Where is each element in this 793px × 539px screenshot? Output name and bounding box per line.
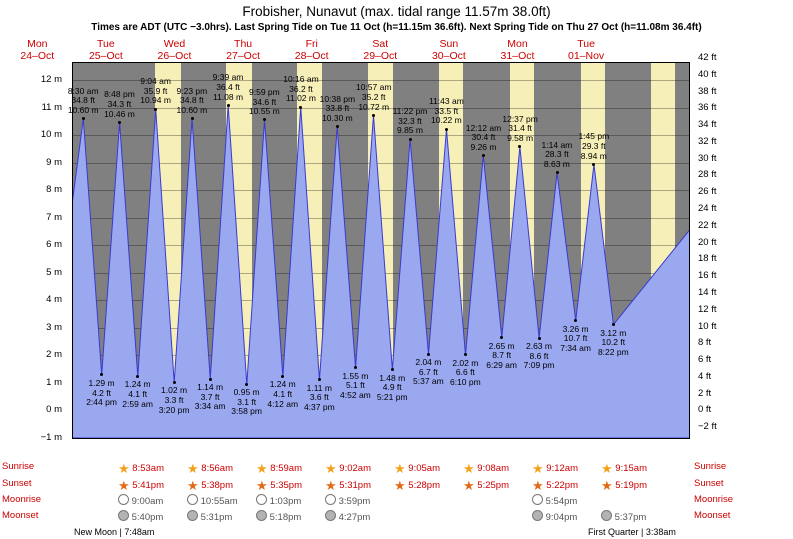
tide-plot: [67, 62, 690, 439]
tide-label-line: 7:09 pm: [523, 360, 555, 371]
tide-label-line: 8:48 pm: [104, 89, 135, 100]
tide-label-line: 11:22 pm: [392, 106, 428, 117]
gridline--1m: [73, 438, 689, 439]
tide-label-high-12: [283, 75, 318, 104]
right-tick-4ft: 4 ft: [698, 370, 712, 382]
astro-row-moonrise: [0, 494, 793, 510]
tide-label-high-0: [68, 87, 99, 116]
right-tick-34ft: 34 ft: [698, 119, 717, 131]
tide-point-marker: [372, 114, 375, 117]
sun-star-icon: ★: [463, 478, 475, 493]
tide-label-line: 2.63 m: [525, 341, 552, 352]
astro-cell-moonrise-2: [256, 494, 301, 507]
astro-cell-moonrise-6: [532, 494, 577, 507]
astro-time: 8:59am: [267, 463, 302, 474]
sun-star-icon: ★: [187, 461, 199, 476]
tide-point-marker: [227, 104, 230, 107]
astro-row-label-left-moonset: Moonset: [2, 510, 39, 521]
right-tick-16ft: 16 ft: [698, 270, 717, 282]
tide-label-high-4: [140, 77, 171, 106]
tide-point-marker: [538, 337, 541, 340]
tide-label-line: 4:37 pm: [303, 402, 335, 413]
astro-time: 8:53am: [129, 463, 164, 474]
astro-cell-moonset-3: [325, 510, 370, 523]
tide-label-high-14: [320, 95, 355, 124]
day-of-week: Wed: [163, 38, 186, 50]
tide-label-line: 12:37 pm: [502, 113, 538, 124]
tide-label-line: 1.11 m: [306, 382, 332, 393]
astro-cell-sunset-1: [187, 478, 233, 494]
right-tick-14ft: 14 ft: [698, 286, 717, 298]
tide-label-high-10: [249, 88, 280, 117]
astro-cell-moonrise-1: [187, 494, 238, 507]
moon-circle-icon: [187, 510, 198, 521]
astro-row-label-right-sunset: Sunset: [694, 478, 724, 489]
tide-label-line: 2.02 m: [452, 357, 479, 368]
tide-label-line: 3.1 ft: [237, 396, 257, 407]
tide-label-line: 34.3 ft: [107, 99, 132, 110]
astro-cell-sunset-7: [601, 478, 647, 494]
tide-label-high-6: [177, 87, 208, 116]
astro-cell-sunset-3: [325, 478, 371, 494]
sun-star-icon: ★: [463, 461, 475, 476]
astro-time: 5:19pm: [612, 480, 647, 491]
right-tick-10ft: 10 ft: [698, 320, 717, 332]
astro-cell-sunrise-5: [463, 461, 509, 477]
astro-cell-sunrise-3: [325, 461, 371, 477]
left-tick-3: 3 m: [46, 321, 62, 333]
astro-row-label-right-sunrise: Sunrise: [694, 461, 727, 472]
tide-label-low-15: [340, 372, 371, 401]
sun-star-icon: ★: [532, 478, 544, 493]
tide-label-line: 0.95 m: [233, 387, 260, 398]
sun-star-icon: ★: [601, 461, 613, 476]
astro-cell-sunset-6: [532, 478, 578, 494]
tide-label-line: 11:43 am: [428, 96, 464, 107]
tide-label-line: 28.3 ft: [545, 149, 569, 160]
astro-cell-moonset-6: [532, 510, 577, 523]
tide-label-line: 12:12 am: [465, 122, 502, 133]
right-tick-38ft: 38 ft: [698, 85, 717, 97]
tide-label-line: 9.85 m: [396, 125, 423, 136]
tide-label-high-24: [502, 115, 537, 144]
astro-time: 5:22pm: [543, 480, 578, 491]
astro-time: 9:05am: [405, 463, 440, 474]
tide-label-line: 4.1 ft: [273, 388, 293, 399]
day-of-week: Sat: [372, 38, 389, 50]
day-of-week: Tue: [97, 38, 115, 50]
sun-star-icon: ★: [601, 478, 613, 493]
sun-star-icon: ★: [256, 461, 268, 476]
astro-time: 9:12am: [543, 463, 578, 474]
tide-label-line: 1:45 pm: [578, 131, 610, 142]
astro-time: 10:55am: [198, 496, 238, 507]
tide-label-line: 3.26 m: [562, 323, 589, 334]
sun-star-icon: ★: [394, 478, 406, 493]
tide-label-line: 33.8 ft: [325, 103, 350, 114]
tide-label-line: 7:34 am: [560, 342, 591, 353]
tide-label-low-11: [267, 380, 298, 409]
tide-label-line: 34.8 ft: [71, 95, 95, 106]
astro-cell-sunrise-4: [394, 461, 440, 477]
astro-cell-moonset-1: [187, 510, 232, 523]
tide-label-line: 4:52 am: [340, 389, 371, 400]
right-axis-feet: [692, 52, 762, 441]
page-subtitle: Times are ADT (UTC −3.0hrs). Last Spring Tide on Tue 11 Oct (h=11.15m 36.6ft). Next Spring Tide on Thu 27 Oct (h=11.08m 36.4ft): [91, 22, 702, 33]
tide-label-line: 34.6 ft: [252, 96, 277, 107]
right-tick-42ft: 42 ft: [698, 52, 717, 63]
left-axis-metres: [0, 62, 68, 441]
astro-cell-sunset-2: [256, 478, 302, 494]
astro-time: 5:41pm: [129, 480, 164, 491]
tide-label-line: 1.02 m: [161, 385, 188, 396]
tide-label-line: 29.3 ft: [581, 140, 606, 151]
moon-circle-icon: [118, 510, 129, 521]
tide-label-line: 10.94 m: [140, 95, 171, 106]
tide-label-line: 3:20 pm: [158, 404, 190, 415]
astro-time: 9:15am: [612, 463, 647, 474]
tide-label-line: 9:04 am: [140, 76, 171, 87]
sun-star-icon: ★: [325, 478, 337, 493]
day-header-1: [72, 38, 141, 62]
tide-point-marker: [191, 117, 194, 120]
tide-label-high-2: [104, 90, 135, 119]
day-date: 01–Nov: [567, 50, 605, 62]
astro-row-label-left-sunset: Sunset: [2, 478, 32, 489]
astro-time: 9:02am: [336, 463, 371, 474]
day-date: 24–Oct: [20, 50, 55, 62]
astro-row-label-right-moonset: Moonset: [694, 510, 731, 521]
right-tick-20ft: 20 ft: [698, 236, 717, 248]
astro-time: 5:40pm: [129, 512, 164, 523]
tide-label-line: 1.24 m: [269, 379, 296, 390]
tide-label-line: 9.58 m: [507, 132, 534, 143]
tide-point-marker: [209, 378, 212, 381]
astro-cell-moonrise-0: [118, 494, 163, 507]
astro-cell-moonset-7: [601, 510, 646, 523]
tide-label-line: 3:34 am: [194, 401, 226, 412]
day-header-7: [483, 38, 552, 62]
sun-star-icon: ★: [325, 461, 337, 476]
sun-star-icon: ★: [118, 461, 130, 476]
right-tick-36ft: 36 ft: [698, 102, 717, 114]
tide-label-high-28: [578, 132, 609, 161]
astro-time: 4:27pm: [336, 512, 371, 523]
tide-label-line: 2.65 m: [488, 340, 515, 351]
day-header-2: [140, 38, 209, 62]
tide-point-marker: [154, 108, 157, 111]
tide-label-high-8: [213, 73, 244, 102]
tide-label-line: 5.1 ft: [345, 380, 365, 391]
tide-label-line: 32.3 ft: [398, 115, 422, 126]
sun-star-icon: ★: [532, 461, 544, 476]
tide-label-line: 1.29 m: [88, 377, 115, 388]
tide-label-line: 4.9 ft: [382, 382, 402, 393]
tide-label-low-13: [304, 384, 335, 413]
astro-time: 5:31pm: [198, 512, 233, 523]
tide-label-line: 1.48 m: [379, 372, 406, 383]
tide-point-marker: [299, 106, 302, 109]
tide-label-line: 1.14 m: [197, 382, 224, 393]
tide-label-line: 4.2 ft: [92, 387, 111, 398]
astro-time: 5:35pm: [267, 480, 302, 491]
astro-time: 9:04pm: [543, 512, 578, 523]
tide-label-low-27: [560, 325, 591, 354]
astro-cell-sunrise-2: [256, 461, 302, 477]
moon-circle-icon: [187, 494, 198, 505]
sun-star-icon: ★: [118, 478, 130, 493]
left-tick-1: 1 m: [46, 376, 62, 388]
tide-point-marker: [409, 138, 412, 141]
tide-label-line: 9:59 pm: [249, 86, 280, 97]
tide-label-high-22: [466, 124, 501, 153]
tide-point-marker: [427, 353, 430, 356]
tide-label-low-19: [413, 358, 444, 387]
tide-label-line: 3:58 pm: [231, 406, 262, 417]
right-tick-40ft: 40 ft: [698, 68, 717, 80]
tide-label-line: 6:10 pm: [449, 377, 481, 388]
tide-label-line: 10.30 m: [322, 113, 353, 124]
tide-point-marker: [482, 154, 485, 157]
tide-label-line: 9:39 am: [212, 72, 244, 83]
tide-label-line: 10.22 m: [431, 115, 462, 126]
tide-point-marker: [445, 128, 448, 131]
tide-point-marker: [612, 323, 615, 326]
tide-point-marker: [173, 381, 176, 384]
tide-label-line: 4.1 ft: [128, 388, 148, 399]
right-tick-28ft: 28 ft: [698, 169, 717, 181]
astro-cell-sunrise-6: [532, 461, 578, 477]
left-tick-7: 7 m: [46, 211, 62, 223]
day-of-week: Tue: [577, 38, 595, 50]
astro-time: 5:25pm: [474, 480, 509, 491]
astro-cell-sunset-4: [394, 478, 440, 494]
right-tick-26ft: 26 ft: [698, 186, 717, 198]
tide-label-low-1: [86, 379, 117, 408]
tide-label-line: 3.7 ft: [200, 391, 220, 402]
tide-label-line: 10.46 m: [104, 108, 135, 119]
astro-cell-moonrise-3: [325, 494, 370, 507]
day-date: 26–Oct: [157, 50, 192, 62]
sun-star-icon: ★: [394, 461, 406, 476]
astro-time: 5:37pm: [612, 512, 647, 523]
tide-label-line: 30.4 ft: [471, 132, 496, 143]
day-date: 28–Oct: [294, 50, 329, 62]
tide-label-low-25: [524, 342, 555, 371]
right-tick-8ft: 8 ft: [698, 337, 712, 349]
left-tick-2: 2 m: [46, 349, 62, 361]
left-tick-4: 4 m: [46, 294, 62, 306]
tide-label-high-20: [429, 97, 464, 126]
tide-label-line: 4:12 am: [267, 398, 299, 409]
astro-time: 9:00am: [129, 496, 164, 507]
tide-label-line: 11.02 m: [285, 93, 316, 104]
right-tick-30ft: 30 ft: [698, 152, 717, 164]
moon-circle-icon: [532, 510, 543, 521]
sun-star-icon: ★: [187, 478, 199, 493]
tide-label-line: 10:38 pm: [319, 93, 356, 104]
day-header-4: [277, 38, 346, 62]
left-tick-0: 0 m: [46, 404, 62, 416]
left-tick-8: 8 m: [46, 184, 62, 196]
tide-label-line: 3.12 m: [600, 327, 627, 338]
tide-label-line: 8.94 m: [580, 150, 607, 161]
tide-label-line: 9:23 pm: [176, 85, 208, 96]
tide-label-line: 3.3 ft: [164, 394, 184, 405]
tide-label-line: 10.72 m: [358, 101, 390, 112]
astro-cell-sunrise-1: [187, 461, 233, 477]
tide-label-high-18: [393, 107, 428, 136]
tide-label-line: 35.9 ft: [143, 85, 168, 96]
astro-cell-sunrise-7: [601, 461, 647, 477]
tide-label-low-23: [486, 342, 517, 371]
day-date: 29–Oct: [363, 50, 398, 62]
tide-label-line: 10.7 ft: [563, 333, 588, 344]
day-header-3: [209, 38, 278, 62]
left-tick-5: 5 m: [46, 266, 62, 278]
moon-circle-icon: [256, 510, 267, 521]
astro-time: 8:56am: [198, 463, 233, 474]
moon-circle-icon: [325, 494, 336, 505]
tide-label-line: 34.8 ft: [180, 95, 204, 106]
moon-circle-icon: [532, 494, 543, 505]
tide-label-low-21: [450, 359, 481, 388]
tide-label-line: 10:16 am: [283, 74, 319, 85]
right-tick--2ft: −2 ft: [698, 421, 717, 433]
astro-row-label-left-sunrise: Sunrise: [2, 461, 35, 472]
day-header-5: [346, 38, 415, 62]
astro-cell-sunrise-0: [118, 461, 164, 477]
day-of-week: Thu: [234, 38, 253, 50]
moon-phase-note-0: New Moon | 7:48am: [74, 527, 155, 537]
astro-cell-sunset-0: [118, 478, 164, 494]
tide-label-line: 1.24 m: [124, 379, 151, 390]
tide-label-line: 35.2 ft: [361, 91, 386, 102]
right-tick-32ft: 32 ft: [698, 135, 717, 147]
tide-label-line: 10.2 ft: [601, 337, 626, 348]
tide-label-line: 11.08 m: [212, 91, 244, 102]
day-of-week: Mon: [27, 38, 48, 50]
tide-label-line: 9.26 m: [470, 141, 497, 152]
day-date: 31–Oct: [500, 50, 535, 62]
moon-circle-icon: [601, 510, 612, 521]
day-date: 25–Oct: [88, 50, 123, 62]
page-title: Frobisher, Nunavut (max. tidal range 11.57m 38.0ft): [242, 4, 551, 19]
tide-label-line: 5:21 pm: [376, 391, 408, 402]
astro-time: 5:54pm: [543, 496, 578, 507]
day-date: 30–Oct: [431, 50, 466, 62]
tide-label-line: 8.6 ft: [529, 350, 549, 361]
tide-label-line: 8:30 am: [67, 85, 99, 96]
tide-label-line: 10:57 am: [355, 82, 392, 93]
right-tick-2ft: 2 ft: [698, 387, 712, 399]
tide-label-line: 36.2 ft: [289, 83, 313, 94]
day-of-week: Fri: [305, 38, 318, 50]
tide-label-line: 2:44 pm: [86, 397, 117, 408]
tide-label-high-16: [356, 83, 391, 112]
left-tick-10: 10 m: [40, 129, 62, 141]
astro-time: 1:03pm: [267, 496, 302, 507]
tide-label-line: 1:14 am: [541, 139, 573, 150]
astro-time: 5:31pm: [336, 480, 371, 491]
tide-label-low-29: [598, 329, 629, 358]
tide-label-low-9: [231, 388, 262, 417]
day-date: 27–Oct: [226, 50, 261, 62]
astro-row-sunrise: [0, 461, 793, 477]
astro-time: 5:18pm: [267, 512, 302, 523]
tide-label-low-17: [377, 374, 408, 403]
day-header-6: [415, 38, 484, 62]
right-tick-12ft: 12 ft: [698, 303, 717, 315]
astro-row-label-right-moonrise: Moonrise: [694, 494, 734, 505]
left-tick-12: 12 m: [40, 74, 62, 86]
astro-cell-moonset-2: [256, 510, 301, 523]
right-tick-22ft: 22 ft: [698, 219, 717, 231]
tide-label-line: 3.6 ft: [309, 392, 329, 403]
tide-label-line: 33.5 ft: [434, 105, 459, 116]
sun-star-icon: ★: [256, 478, 268, 493]
tide-label-low-3: [122, 380, 153, 409]
tide-point-marker: [82, 117, 85, 120]
tide-label-line: 8.7 ft: [492, 350, 512, 361]
moon-phase-note-1: First Quarter | 3:38am: [588, 527, 676, 537]
tide-label-line: 6.6 ft: [455, 367, 475, 378]
right-tick-6ft: 6 ft: [698, 354, 712, 366]
tide-label-line: 10.55 m: [249, 106, 280, 117]
tide-label-line: 10.60 m: [67, 104, 99, 115]
left-tick-11: 11 m: [41, 101, 62, 113]
tide-label-line: 8:22 pm: [597, 346, 629, 357]
astro-time: 5:28pm: [405, 480, 440, 491]
moon-circle-icon: [118, 494, 129, 505]
astro-cell-moonset-0: [118, 510, 163, 523]
tide-label-line: 31.4 ft: [508, 123, 532, 134]
day-of-week: Sun: [439, 38, 459, 50]
astro-time: 9:08am: [474, 463, 509, 474]
moon-circle-icon: [325, 510, 336, 521]
left-tick--1: −1 m: [40, 432, 62, 443]
tide-label-line: 2.04 m: [415, 357, 442, 368]
astro-time: 5:38pm: [198, 480, 233, 491]
day-header-0: [3, 38, 72, 62]
right-tick-24ft: 24 ft: [698, 203, 717, 215]
astro-time: 3:59pm: [336, 496, 371, 507]
right-tick-18ft: 18 ft: [698, 253, 717, 265]
tide-label-line: 10.60 m: [176, 104, 208, 115]
tide-label-low-7: [195, 383, 226, 412]
tide-label-low-5: [159, 386, 190, 415]
tide-label-line: 36.4 ft: [216, 81, 240, 92]
right-tick-0ft: 0 ft: [698, 404, 712, 416]
day-of-week: Mon: [507, 38, 528, 50]
moon-circle-icon: [256, 494, 267, 505]
tide-label-line: 6.7 ft: [418, 366, 438, 377]
tide-label-line: 5:37 am: [413, 376, 444, 387]
tide-label-line: 2:59 am: [122, 398, 153, 409]
tide-label-line: 8.63 m: [543, 159, 570, 170]
left-tick-6: 6 m: [46, 239, 62, 251]
day-header-8: [552, 38, 621, 62]
tide-label-line: 1.55 m: [342, 370, 369, 381]
astro-row-label-left-moonrise: Moonrise: [2, 494, 42, 505]
tide-label-high-26: [542, 141, 573, 170]
astro-row-moonset: [0, 510, 793, 526]
tide-label-line: 6:29 am: [486, 359, 517, 370]
astro-row-sunset: [0, 478, 793, 494]
left-tick-9: 9 m: [46, 156, 62, 168]
astro-cell-sunset-5: [463, 478, 509, 494]
